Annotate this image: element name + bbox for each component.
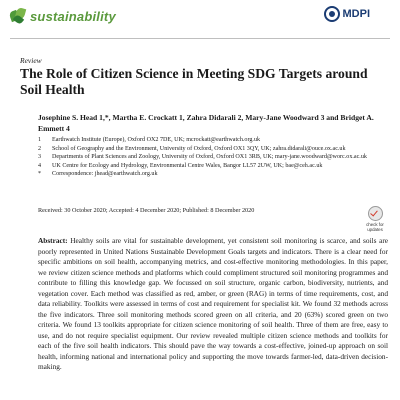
publisher-name: MDPI: [342, 8, 370, 20]
abstract: [38, 236, 388, 373]
check-updates-icon: [368, 206, 383, 221]
affiliation-text: Earthwatch Institute (Europe), Oxford OX2 7DE, UK; mcrockatt@earthwatch.org.uk: [52, 137, 261, 143]
affiliation-item: [38, 162, 388, 171]
journal-name: sustainability: [30, 8, 116, 24]
publisher-logo: [324, 6, 371, 22]
affiliation-text: Departments of Plant Sciences and Zoology, University of Oxford, Oxford OX1 3RB, UK; mary-jane.woodward@worc.ox.ac.uk: [52, 154, 367, 161]
abstract-label: Abstract:: [38, 236, 68, 245]
correspondence-text[interactable]: Correspondence: jhead@earthwatch.org.uk: [52, 171, 158, 178]
affiliation-number: 2: [38, 145, 42, 152]
affiliation-number: 3: [38, 154, 42, 161]
article-type: Review: [20, 56, 42, 65]
affiliations: [38, 136, 388, 179]
affiliation-text: School of Geography and the Environment, University of Oxford, Oxford OX1 3QY, UK; zahra.didarali@ouce.ox.ac.uk: [52, 145, 346, 152]
affiliation-item: [38, 145, 388, 154]
check-for-updates-badge[interactable]: [360, 206, 390, 234]
affiliation-item: [38, 153, 388, 162]
affiliation-number: 1: [38, 137, 42, 143]
correspondence-marker: *: [38, 171, 42, 178]
correspondence-item: [38, 170, 388, 179]
mdpi-logo-icon: [324, 6, 340, 22]
publication-dates: Received: 30 October 2020; Accepted: 4 December 2020; Published: 8 December 2020: [38, 207, 255, 214]
check-updates-label: check for updates: [366, 222, 384, 232]
journal-header: [10, 6, 390, 36]
affiliation-number: 4: [38, 162, 42, 169]
author-list: Josephine S. Head 1,*, Martha E. Crockatt 1, Zahra Didarali 2, Mary-Jane Woodward 3 and Bridget A. Emmett 4: [38, 113, 374, 133]
journal-logo: [10, 8, 116, 24]
header-divider: [10, 38, 390, 39]
article-title: The Role of Citizen Science in Meeting SDG Targets around Soil Health: [20, 66, 368, 97]
leaf-logo-icon: [10, 8, 26, 24]
abstract-text: Healthy soils are vital for sustainable development, yet consistent soil monitoring is scarce, and soils are poorly represented in United Nations Sustainable Development Goals targets and indicators. There is a clear need for specific ambitions on soil health, accompanying metrics, and cost-effective monitoring methodologies. In this paper, we review citizen science methods and platforms which could compliment structured soil monitoring programmes and contribute to filling this knowledge gap. We focussed on soil structure, organic carbon, biodiversity, nutrients, and vegetation cover. Each method was classified as red, amber, or green (RAG) in terms of time requirements, cost, and data reliability. Toolkits were assessed in terms of cost and requirement for specialist kit. We found 32 methods across the five indicators. Three soil monitoring methods scored green on all criteria, and 20 (63%) scored green on two criteria. We found 13 toolkits appropriate for citizen science monitoring of soil health. Three of them are free, easy to use, and do not require specialist equipment. Our review revealed multiple citizen science methods and toolkits for each of the five soil health indicators. This should pave the way towards a cost-effective, joined-up approach on soil health, informing national and international policy and supporting the move towards farmer-led, data-driven decision-making.: [38, 236, 389, 371]
affiliation-item: [38, 136, 388, 145]
affiliation-text: UK Centre for Ecology and Hydrology, Environmental Centre Wales, Bangor LL57 2UW, UK; bae@ceh.ac.uk: [52, 162, 323, 169]
